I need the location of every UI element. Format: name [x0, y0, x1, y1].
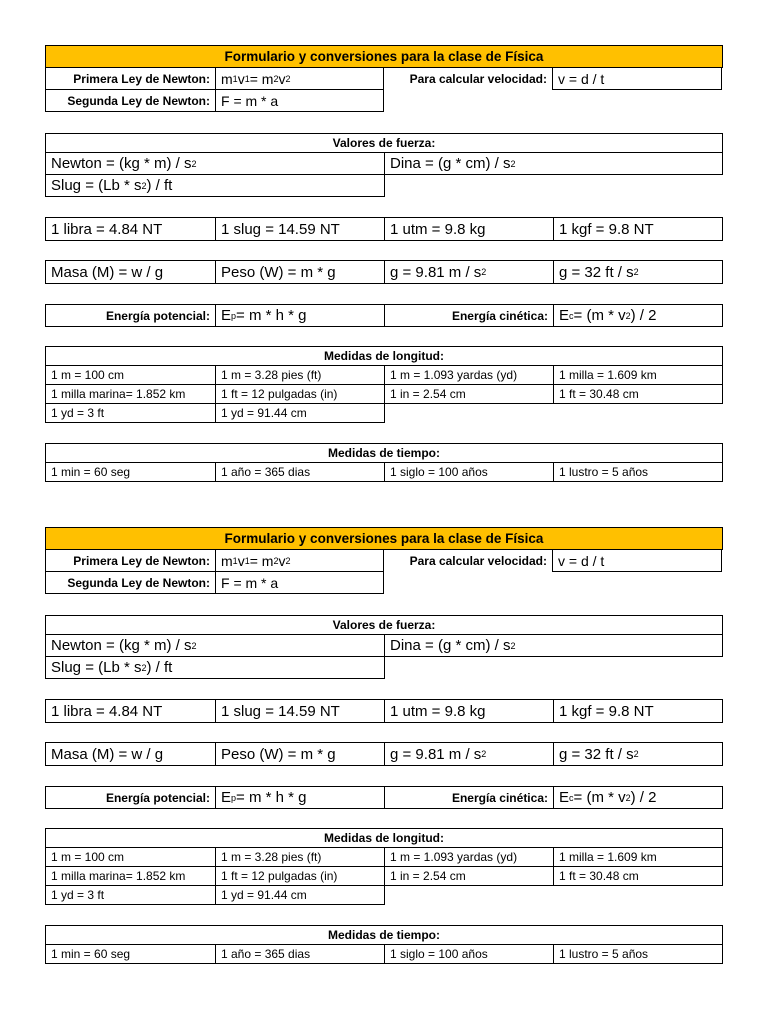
time-cell: 1 siglo = 100 años — [384, 462, 554, 482]
slug-unit: Slug = (Lb * s 2 ) / ft — [45, 656, 385, 679]
potential-energy-equation: E p = m * h * g — [215, 304, 385, 327]
length-cell: 1 m = 100 cm — [45, 365, 216, 385]
conversion-slug: 1 slug = 14.59 NT — [215, 699, 385, 723]
length-cell: 1 ft = 30.48 cm — [553, 384, 723, 404]
time-cell: 1 min = 60 seg — [45, 944, 216, 964]
masa-formula: Masa (M) = w / g — [45, 742, 216, 766]
length-cell: 1 m = 100 cm — [45, 847, 216, 867]
gravity-imperial: g = 32 ft / s 2 — [553, 742, 723, 766]
length-cell: 1 m = 1.093 yardas (yd) — [384, 847, 554, 867]
time-cell: 1 año = 365 dias — [215, 462, 385, 482]
kinetic-energy-equation: E c = (m * v 2 ) / 2 — [553, 786, 723, 809]
conversion-utm: 1 utm = 9.8 kg — [384, 217, 554, 241]
length-cell: 1 in = 2.54 cm — [384, 384, 554, 404]
newton2-equation: F = m * a — [215, 89, 384, 112]
newton-unit: Newton = (kg * m) / s 2 — [45, 634, 385, 657]
length-cell: 1 ft = 30.48 cm — [553, 866, 723, 886]
conversion-libra: 1 libra = 4.84 NT — [45, 217, 216, 241]
newton-unit: Newton = (kg * m) / s 2 — [45, 152, 385, 175]
conversion-kgf: 1 kgf = 9.8 NT — [553, 699, 723, 723]
newton1-label: Primera Ley de Newton: — [45, 549, 216, 572]
newton2-label: Segunda Ley de Newton: — [45, 571, 216, 594]
newton1-label: Primera Ley de Newton: — [45, 67, 216, 90]
length-cell: 1 yd = 91.44 cm — [215, 885, 385, 905]
velocity-equation: v = d / t — [552, 67, 722, 90]
time-cell: 1 siglo = 100 años — [384, 944, 554, 964]
masa-formula: Masa (M) = w / g — [45, 260, 216, 284]
time-cell: 1 min = 60 seg — [45, 462, 216, 482]
newton2-label: Segunda Ley de Newton: — [45, 89, 216, 112]
velocity-label: Para calcular velocidad: — [409, 71, 547, 86]
potential-energy-label: Energía potencial: — [45, 786, 216, 809]
conversion-kgf: 1 kgf = 9.8 NT — [553, 217, 723, 241]
gravity-metric: g = 9.81 m / s 2 — [384, 742, 554, 766]
newton1-equation: m 1 v 1 = m 2 v 2 — [215, 67, 384, 90]
velocity-label: Para calcular velocidad: — [409, 553, 547, 568]
time-header: Medidas de tiempo: — [45, 925, 723, 945]
length-cell: 1 m = 3.28 pies (ft) — [215, 365, 385, 385]
length-cell: 1 yd = 3 ft — [45, 885, 216, 905]
time-header: Medidas de tiempo: — [45, 443, 723, 463]
kinetic-energy-label: Energía cinética: — [384, 304, 554, 327]
time-cell: 1 lustro = 5 años — [553, 944, 723, 964]
dina-unit: Dina = (g * cm) / s 2 — [384, 152, 723, 175]
length-cell: 1 m = 3.28 pies (ft) — [215, 847, 385, 867]
length-header: Medidas de longitud: — [45, 346, 723, 366]
length-cell: 1 milla marina= 1.852 km — [45, 384, 216, 404]
length-cell: 1 milla = 1.609 km — [553, 847, 723, 867]
slug-unit: Slug = (Lb * s 2 ) / ft — [45, 174, 385, 197]
length-cell: 1 ft = 12 pulgadas (in) — [215, 866, 385, 886]
newton2-equation: F = m * a — [215, 571, 384, 594]
potential-energy-equation: E p = m * h * g — [215, 786, 385, 809]
peso-formula: Peso (W) = m * g — [215, 260, 385, 284]
newton1-equation: m 1 v 1 = m 2 v 2 — [215, 549, 384, 572]
potential-energy-label: Energía potencial: — [45, 304, 216, 327]
length-cell: 1 in = 2.54 cm — [384, 866, 554, 886]
kinetic-energy-label: Energía cinética: — [384, 786, 554, 809]
time-cell: 1 año = 365 dias — [215, 944, 385, 964]
sheet-title: Formulario y conversiones para la clase de Física — [45, 527, 723, 550]
gravity-metric: g = 9.81 m / s 2 — [384, 260, 554, 284]
length-cell: 1 yd = 91.44 cm — [215, 403, 385, 423]
length-cell: 1 m = 1.093 yardas (yd) — [384, 365, 554, 385]
force-header: Valores de fuerza: — [45, 133, 723, 153]
gravity-imperial: g = 32 ft / s 2 — [553, 260, 723, 284]
conversion-slug: 1 slug = 14.59 NT — [215, 217, 385, 241]
kinetic-energy-equation: E c = (m * v 2 ) / 2 — [553, 304, 723, 327]
length-cell: 1 milla = 1.609 km — [553, 365, 723, 385]
time-cell: 1 lustro = 5 años — [553, 462, 723, 482]
force-header: Valores de fuerza: — [45, 615, 723, 635]
velocity-equation: v = d / t — [552, 549, 722, 572]
length-cell: 1 yd = 3 ft — [45, 403, 216, 423]
conversion-utm: 1 utm = 9.8 kg — [384, 699, 554, 723]
conversion-libra: 1 libra = 4.84 NT — [45, 699, 216, 723]
dina-unit: Dina = (g * cm) / s 2 — [384, 634, 723, 657]
length-cell: 1 ft = 12 pulgadas (in) — [215, 384, 385, 404]
peso-formula: Peso (W) = m * g — [215, 742, 385, 766]
length-cell: 1 milla marina= 1.852 km — [45, 866, 216, 886]
length-header: Medidas de longitud: — [45, 828, 723, 848]
sheet-title: Formulario y conversiones para la clase de Física — [45, 45, 723, 68]
